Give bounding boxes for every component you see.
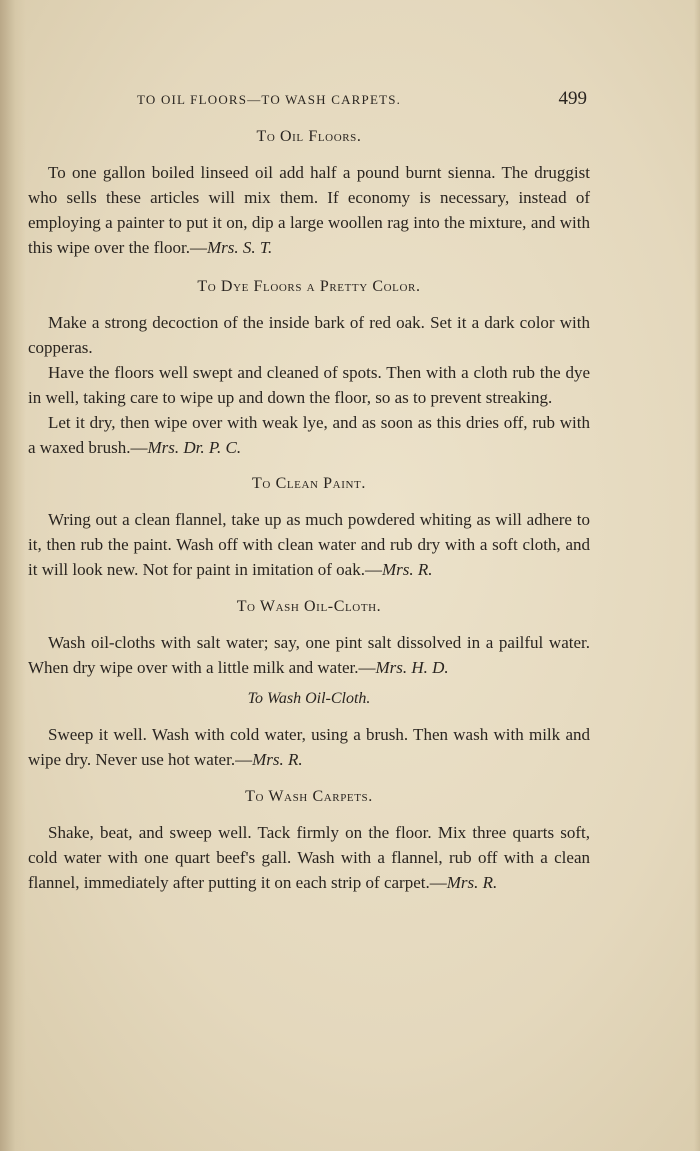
recipe-wash-carpets	[28, 788, 590, 895]
recipe-author: Mrs. R.	[252, 750, 303, 769]
recipe-heading: To Wash Carpets.	[245, 788, 373, 805]
recipe-paragraph	[28, 160, 590, 260]
paragraph-text: Have the floors well swept and cleaned of spots. Then with a cloth rub the dye in well, taking care to wipe up and down the floor, so as to prevent streaking.	[28, 363, 590, 407]
running-title: TO OIL FLOORS—TO WASH CARPETS.	[137, 92, 402, 107]
paragraph-text: Let it dry, then wipe over with weak lye, and as soon as this dries off, rub with a waxed brush.—	[28, 413, 590, 457]
paragraph-text: Shake, beat, and sweep well. Tack firmly on the floor. Mix three quarts soft, cold water with one quart beef's gall. Wash with a flannel, rub off with a clean flannel, immediately after putting it on each strip of carpet.—	[28, 823, 590, 892]
paragraph-text: Make a strong decoction of the inside bark of red oak. Set it a dark color with copperas.	[28, 313, 590, 357]
recipe-paragraph	[28, 722, 590, 772]
recipe-paragraph	[28, 360, 590, 410]
recipe-paragraph	[28, 507, 590, 582]
running-head	[137, 88, 587, 110]
recipe-heading: To Wash Oil-Cloth.	[236, 598, 382, 615]
recipe-author: Mrs. Dr. P. C.	[147, 438, 242, 457]
recipe-paragraph	[28, 820, 590, 895]
page-content	[28, 128, 590, 895]
recipe-heading: To Dye Floors a Pretty Color.	[197, 278, 421, 295]
recipe-clean-paint	[28, 475, 590, 582]
recipe-author: Mrs. R.	[381, 560, 433, 579]
page-edge-shadow	[694, 0, 700, 1151]
recipe-author: Mrs. H. D.	[375, 658, 449, 677]
paragraph-text: Wash oil-cloths with salt water; say, one pint salt dissolved in a pailful water. When dry wipe over with a little milk and water.—	[28, 633, 590, 677]
paragraph-text: Wring out a clean flannel, take up as much powdered whiting as will adhere to it, then rub the paint. Wash off with clean water and rub dry with a soft cloth, and it will look new. Not for paint in imitation of oak.—	[28, 510, 590, 579]
page-gutter-shadow	[0, 0, 26, 1151]
recipe-wash-oil-cloth-alt	[28, 690, 590, 772]
recipe-heading: To Oil Floors.	[256, 128, 362, 145]
recipe-heading: To Clean Paint.	[252, 475, 366, 492]
recipe-oil-floors	[28, 128, 590, 260]
recipe-author: Mrs. R.	[446, 873, 498, 892]
recipe-dye-floors	[28, 278, 590, 460]
recipe-paragraph	[28, 410, 590, 460]
paragraph-text: Sweep it well. Wash with cold water, using a brush. Then wash with milk and wipe dry. Never use hot water.—	[28, 725, 590, 769]
recipe-wash-oil-cloth	[28, 598, 590, 680]
recipe-author: Mrs. S. T.	[206, 238, 273, 257]
recipe-paragraph	[28, 310, 590, 360]
paragraph-text: To one gallon boiled linseed oil add half a pound burnt sienna. The druggist who sells these articles will mix them. If economy is necessary, instead of employing a painter to put it on, dip a large woollen rag into the mixture, and with this wipe over the floor.—	[28, 163, 590, 257]
page-number: 499	[558, 88, 587, 109]
recipe-paragraph	[28, 630, 590, 680]
recipe-heading: To Wash Oil-Cloth.	[247, 690, 371, 707]
